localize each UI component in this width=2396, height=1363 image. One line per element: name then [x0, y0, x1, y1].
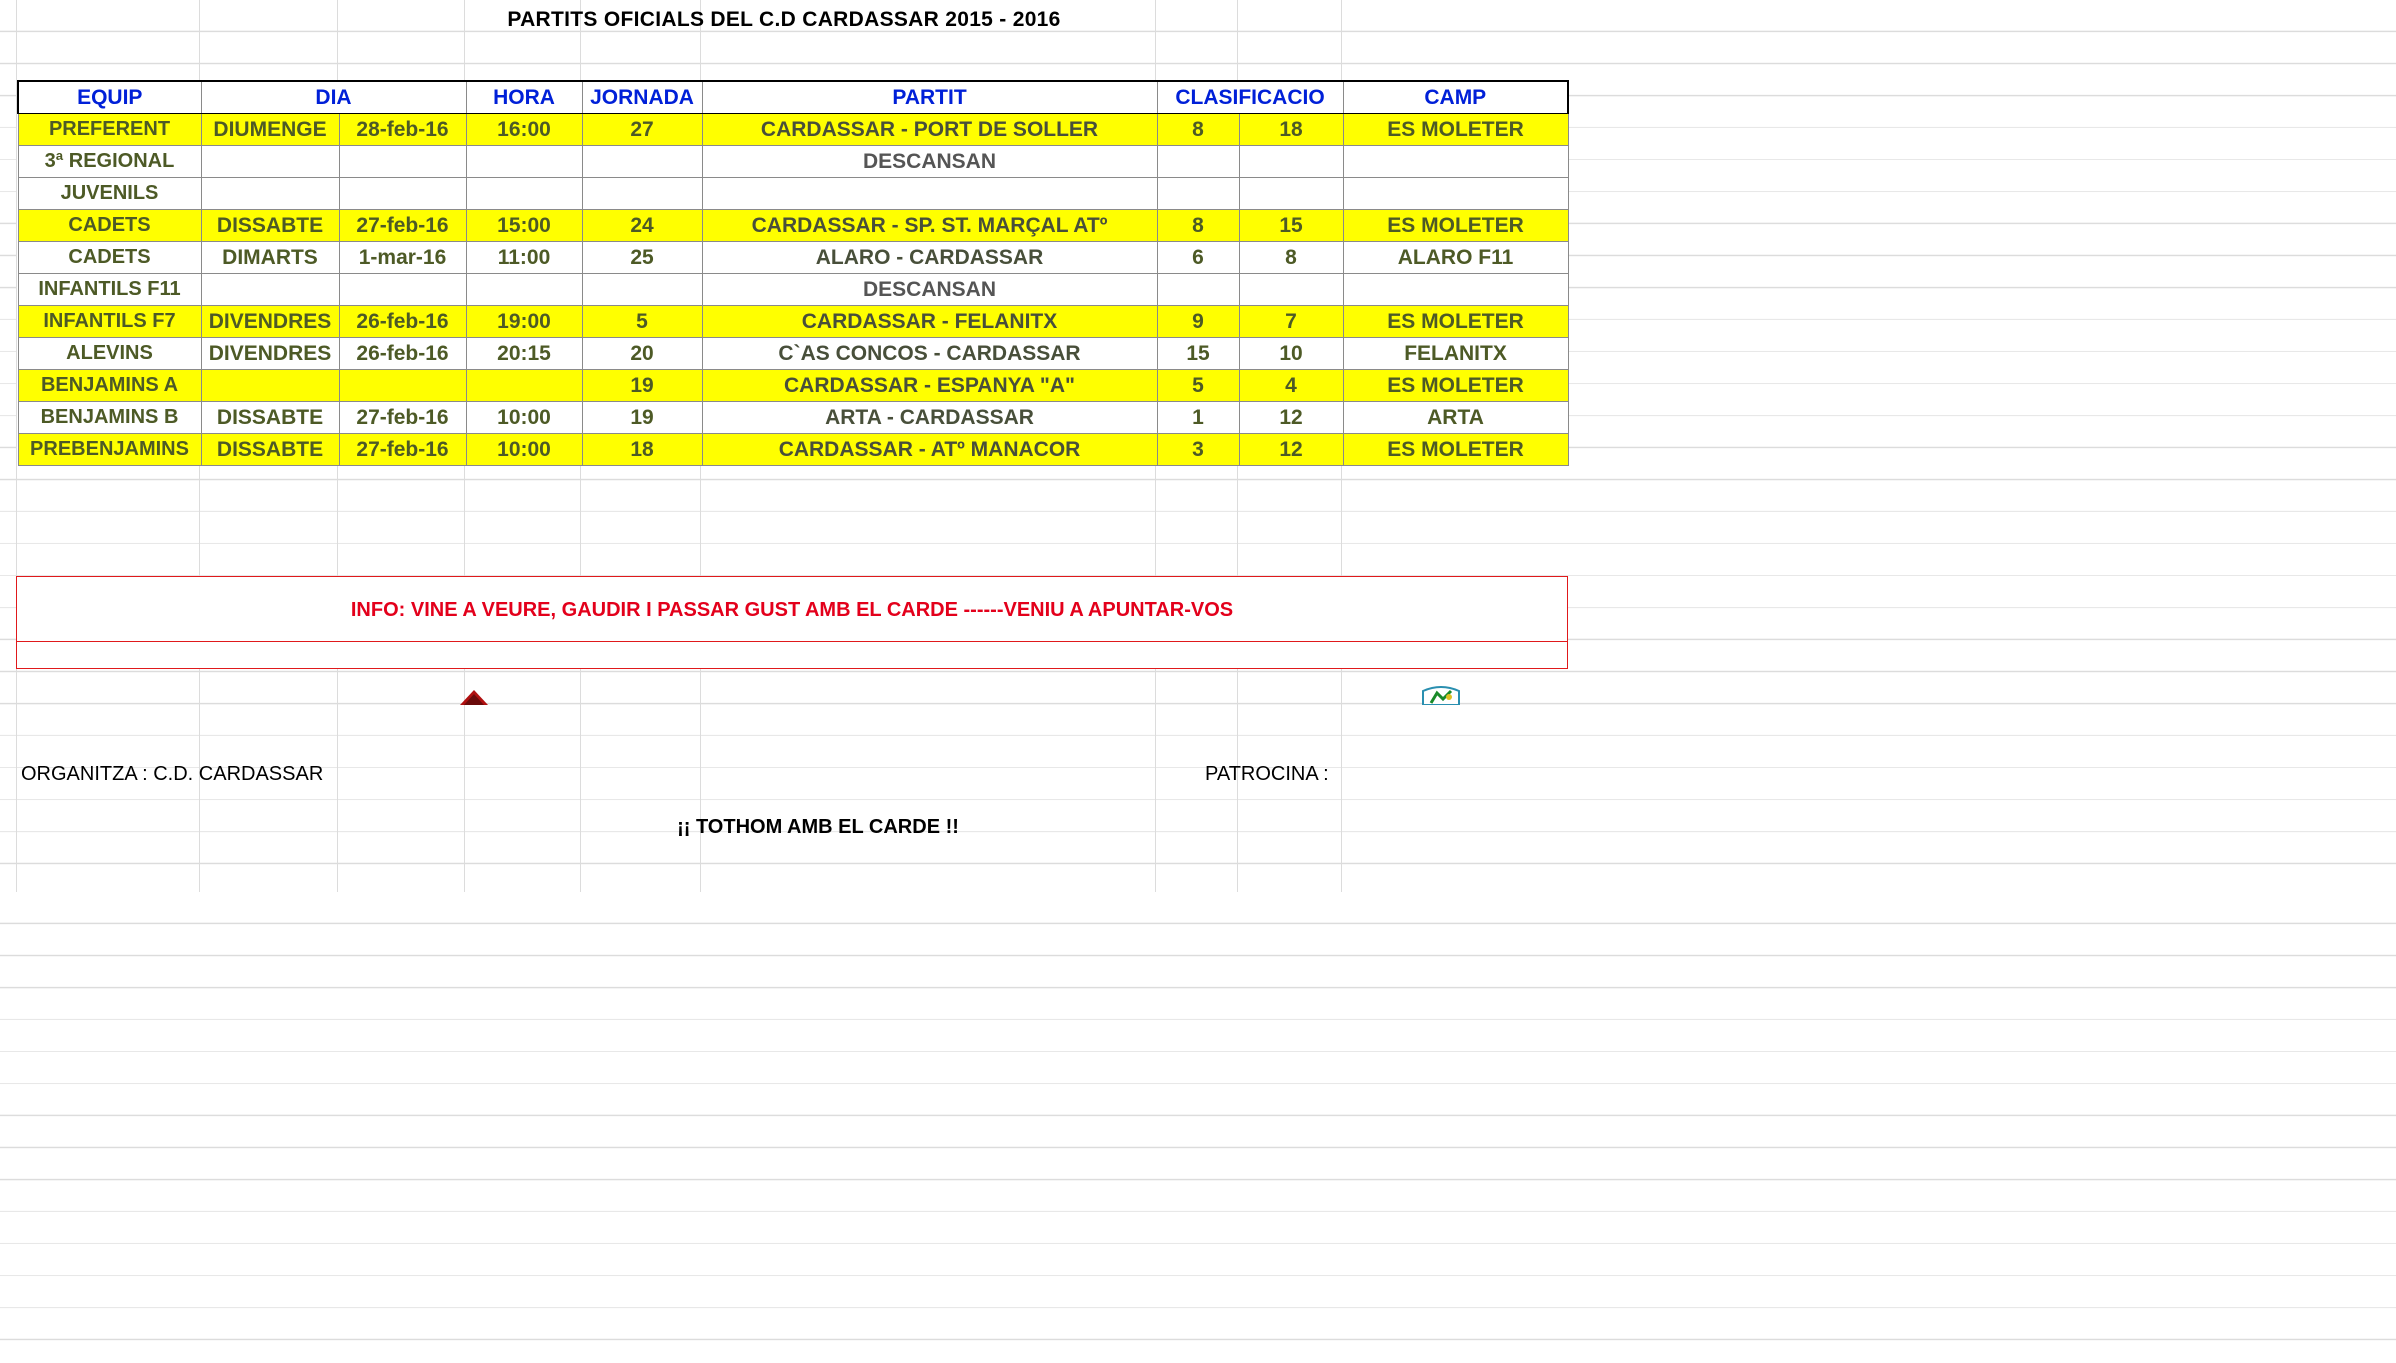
team-cell[interactable]: CADETS [18, 242, 201, 274]
match-cell[interactable]: DESCANSAN [702, 146, 1157, 178]
time-cell[interactable]: 19:00 [466, 306, 582, 338]
day-cell[interactable]: DISSABTE [201, 402, 339, 434]
team-cell[interactable]: BENJAMINS A [18, 370, 201, 402]
position-b-cell[interactable]: 8 [1239, 242, 1343, 274]
round-cell[interactable]: 19 [582, 402, 702, 434]
position-b-cell[interactable]: 15 [1239, 210, 1343, 242]
header-equip[interactable]: EQUIP [18, 81, 201, 114]
team-cell[interactable]: CADETS [18, 210, 201, 242]
date-cell[interactable]: 27-feb-16 [339, 210, 466, 242]
round-cell[interactable]: 20 [582, 338, 702, 370]
position-a-cell[interactable] [1157, 146, 1239, 178]
match-cell[interactable]: ALARO - CARDASSAR [702, 242, 1157, 274]
time-cell[interactable]: 16:00 [466, 114, 582, 146]
date-cell[interactable] [339, 274, 466, 306]
day-cell[interactable]: DIVENDRES [201, 306, 339, 338]
position-a-cell[interactable]: 1 [1157, 402, 1239, 434]
warning-triangle-icon [459, 689, 489, 705]
team-cell[interactable]: 3ª REGIONAL [18, 146, 201, 178]
team-cell[interactable]: PREFERENT [18, 114, 201, 146]
field-cell[interactable]: ES MOLETER [1343, 114, 1568, 146]
organizer-label: ORGANITZA : C.D. CARDASSAR [21, 763, 324, 785]
position-b-cell[interactable] [1239, 274, 1343, 306]
date-cell[interactable]: 27-feb-16 [339, 402, 466, 434]
team-cell[interactable]: INFANTILS F7 [18, 306, 201, 338]
match-cell[interactable]: CARDASSAR - FELANITX [702, 306, 1157, 338]
table-row [18, 306, 1568, 338]
header-camp[interactable]: CAMP [1343, 81, 1568, 114]
slogan: ¡¡ TOTHOM AMB EL CARDE !! [677, 816, 959, 838]
match-cell[interactable]: C`AS CONCOS - CARDASSAR [702, 338, 1157, 370]
header-hora[interactable]: HORA [466, 81, 582, 114]
table-row [18, 146, 1568, 178]
position-b-cell[interactable]: 7 [1239, 306, 1343, 338]
date-cell[interactable]: 28-feb-16 [339, 114, 466, 146]
time-cell[interactable]: 11:00 [466, 242, 582, 274]
schedule-body [18, 81, 1568, 466]
team-cell[interactable]: ALEVINS [18, 338, 201, 370]
round-cell[interactable]: 27 [582, 114, 702, 146]
table-row [18, 402, 1568, 434]
day-cell[interactable]: DIVENDRES [201, 338, 339, 370]
team-cell[interactable]: PREBENJAMINS [18, 434, 201, 466]
day-cell[interactable]: DISSABTE [201, 210, 339, 242]
field-cell[interactable]: ES MOLETER [1343, 306, 1568, 338]
match-cell[interactable]: CARDASSAR - ESPANYA "A" [702, 370, 1157, 402]
position-b-cell[interactable]: 12 [1239, 402, 1343, 434]
field-cell[interactable]: ES MOLETER [1343, 434, 1568, 466]
time-cell[interactable]: 10:00 [466, 402, 582, 434]
day-cell[interactable] [201, 178, 339, 210]
table-row [18, 434, 1568, 466]
team-cell[interactable]: BENJAMINS B [18, 402, 201, 434]
round-cell[interactable]: 19 [582, 370, 702, 402]
position-a-cell[interactable]: 8 [1157, 114, 1239, 146]
date-cell[interactable] [339, 178, 466, 210]
header-dia[interactable]: DIA [201, 81, 466, 114]
position-a-cell[interactable] [1157, 274, 1239, 306]
position-a-cell[interactable]: 8 [1157, 210, 1239, 242]
header-clasificacio[interactable]: CLASIFICACIO [1157, 81, 1343, 114]
time-cell[interactable] [466, 178, 582, 210]
position-a-cell[interactable]: 6 [1157, 242, 1239, 274]
round-cell[interactable]: 25 [582, 242, 702, 274]
team-cell[interactable]: JUVENILS [18, 178, 201, 210]
day-cell[interactable] [201, 146, 339, 178]
time-cell[interactable] [466, 274, 582, 306]
field-cell[interactable]: ES MOLETER [1343, 370, 1568, 402]
time-cell[interactable] [466, 146, 582, 178]
table-row [18, 210, 1568, 242]
match-cell[interactable]: CARDASSAR - SP. ST. MARÇAL ATº [702, 210, 1157, 242]
header-row [18, 81, 1568, 114]
team-cell[interactable]: INFANTILS F11 [18, 274, 201, 306]
position-a-cell[interactable]: 3 [1157, 434, 1239, 466]
schedule-table [17, 80, 1569, 466]
match-cell[interactable]: CARDASSAR - PORT DE SOLLER [702, 114, 1157, 146]
day-cell[interactable]: DIUMENGE [201, 114, 339, 146]
match-cell[interactable]: CARDASSAR - ATº MANACOR [702, 434, 1157, 466]
match-cell[interactable]: DESCANSAN [702, 274, 1157, 306]
date-cell[interactable]: 27-feb-16 [339, 434, 466, 466]
round-cell[interactable]: 18 [582, 434, 702, 466]
header-jornada[interactable]: JORNADA [582, 81, 702, 114]
field-cell[interactable] [1343, 146, 1568, 178]
round-cell[interactable]: 5 [582, 306, 702, 338]
field-cell[interactable]: FELANITX [1343, 338, 1568, 370]
position-a-cell[interactable]: 15 [1157, 338, 1239, 370]
field-cell[interactable] [1343, 178, 1568, 210]
table-row [18, 338, 1568, 370]
info-box[interactable] [16, 576, 1568, 669]
header-partit[interactable]: PARTIT [702, 81, 1157, 114]
table-row [18, 242, 1568, 274]
date-cell[interactable]: 26-feb-16 [339, 306, 466, 338]
position-b-cell[interactable]: 18 [1239, 114, 1343, 146]
round-cell[interactable]: 24 [582, 210, 702, 242]
position-a-cell[interactable] [1157, 178, 1239, 210]
date-cell[interactable]: 26-feb-16 [339, 338, 466, 370]
position-a-cell[interactable]: 5 [1157, 370, 1239, 402]
round-cell[interactable] [582, 274, 702, 306]
table-row [18, 370, 1568, 402]
time-cell[interactable]: 15:00 [466, 210, 582, 242]
time-cell[interactable]: 10:00 [466, 434, 582, 466]
match-cell[interactable]: ARTA - CARDASSAR [702, 402, 1157, 434]
date-cell[interactable] [339, 370, 466, 402]
date-cell[interactable] [339, 146, 466, 178]
position-b-cell[interactable]: 10 [1239, 338, 1343, 370]
field-cell[interactable] [1343, 274, 1568, 306]
info-text: INFO: VINE A VEURE, GAUDIR I PASSAR GUST AMB EL CARDE ------VENIU A APUNTAR-VOS [350, 599, 1234, 621]
sponsor-label: PATROCINA : [1205, 763, 1329, 785]
date-cell[interactable]: 1-mar-16 [339, 242, 466, 274]
day-cell[interactable] [201, 370, 339, 402]
time-cell[interactable] [466, 370, 582, 402]
position-b-cell[interactable]: 4 [1239, 370, 1343, 402]
position-b-cell[interactable] [1239, 146, 1343, 178]
info-divider [17, 641, 1567, 642]
field-cell[interactable]: ARTA [1343, 402, 1568, 434]
club-logo-icon [1421, 685, 1461, 705]
time-cell[interactable]: 20:15 [466, 338, 582, 370]
position-b-cell[interactable]: 12 [1239, 434, 1343, 466]
day-cell[interactable]: DIMARTS [201, 242, 339, 274]
match-cell[interactable] [702, 178, 1157, 210]
position-a-cell[interactable]: 9 [1157, 306, 1239, 338]
day-cell[interactable]: DISSABTE [201, 434, 339, 466]
round-cell[interactable] [582, 178, 702, 210]
day-cell[interactable] [201, 274, 339, 306]
field-cell[interactable]: ES MOLETER [1343, 210, 1568, 242]
table-row [18, 178, 1568, 210]
page-title: PARTITS OFICIALS DEL C.D CARDASSAR 2015 - 2016 [507, 8, 1061, 31]
table-row [18, 114, 1568, 146]
round-cell[interactable] [582, 146, 702, 178]
position-b-cell[interactable] [1239, 178, 1343, 210]
field-cell[interactable]: ALARO F11 [1343, 242, 1568, 274]
table-row [18, 274, 1568, 306]
